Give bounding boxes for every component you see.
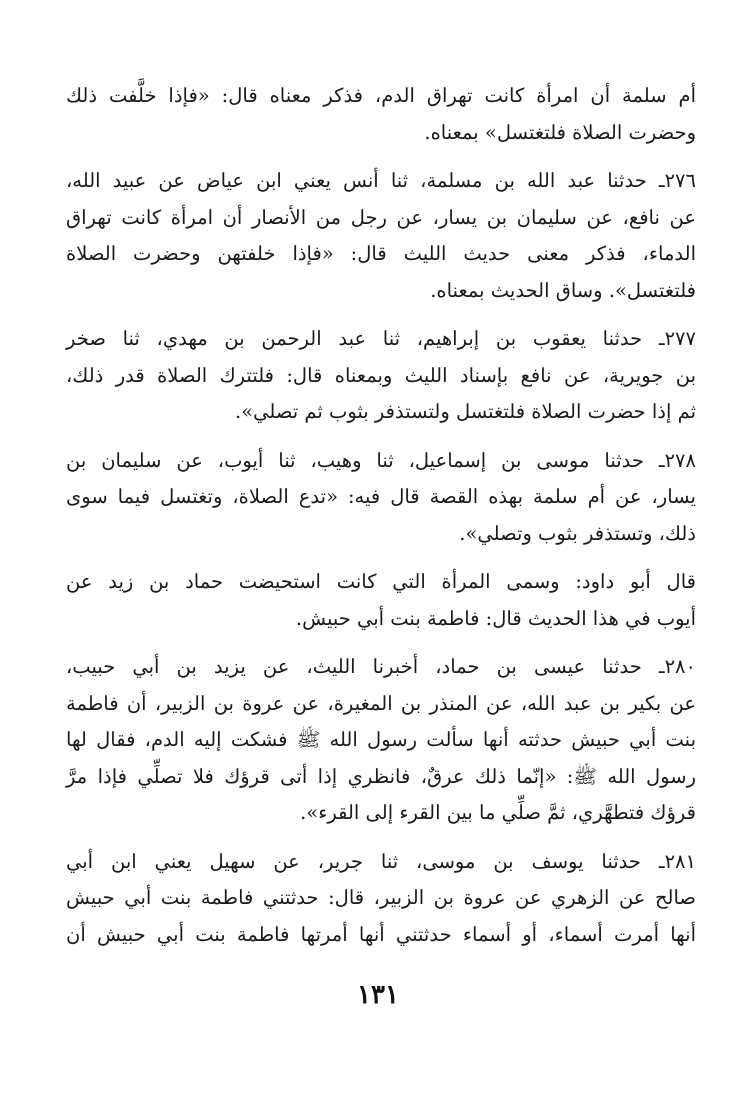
hadith-277 <box>66 321 696 431</box>
text-line: ٢٨١ـ حدثنا يوسف بن موسى، ثنا جرير، عن سهيل يعني ابن أبي <box>66 849 696 873</box>
text-line: قال أبو داود: وسمى المرأة التي كانت استحيضت حماد بن زيد عن <box>66 570 696 593</box>
text-line: ثم إذا حضرت الصلاة فلتغتسل ولتستذفر بثوب ثم تصلي». <box>235 400 696 423</box>
text-line: بن جويرية، عن نافع بإسناد الليث وبمعناه قال: فلتترك الصلاة قدر ذلك، <box>66 363 696 387</box>
text-line: قرؤك فتطهَّري، ثمَّ صلِّي ما بين القرء إلى القرء». <box>300 801 696 824</box>
text-line: رسول الله ﷺ: «إنّما ذلك عرقٌ، فانظري إذا أتى قرؤك فلا تصلِّي فإذا مرَّ <box>66 764 696 788</box>
text-line: ٢٧٧ـ حدثنا يعقوب بن إبراهيم، ثنا عبد الرحمن بن مهدي، ثنا صخر <box>66 327 696 350</box>
text-line: يسار، عن أم سلمة بهذه القصة قال فيه: «تدع الصلاة، وتغتسل فيما سوى <box>66 485 696 508</box>
text-line: أنها أمرت أسماء، أو أسماء حدثتني أنها أمرتها فاطمة بنت أبي حبيش أن <box>66 922 696 946</box>
page-number: ١٣١ <box>357 980 399 1010</box>
text-line: عن نافع، عن سليمان بن يسار، عن رجل من الأنصار أن امرأة كانت تهراق <box>66 205 696 229</box>
text-line: عن بكير بن عبد الله، عن المنذر بن المغيرة، عن عروة بن الزبير، أن فاطمة <box>66 691 696 715</box>
text-line: صالح عن الزهري عن عروة بن الزبير، قال: حدثتني فاطمة بنت أبي حبيش <box>66 886 696 909</box>
hadith-276 <box>66 163 696 309</box>
text-line: الدماء، فذكر معنى حديث الليث قال: «فإذا خلفتهن وحضرت الصلاة <box>66 242 696 265</box>
abu-dawud-note <box>66 564 696 637</box>
text-line: ٢٧٨ـ حدثنا موسى بن إسماعيل، ثنا وهيب، ثنا أيوب، عن سليمان بن <box>66 448 696 472</box>
text-line: بنت أبي حبيش حدثته أنها سألت رسول الله ﷺ فشكت إليه الدم، فقال لها <box>66 728 696 751</box>
text-line: ٢٨٠ـ حدثنا عيسى بن حماد، أخبرنا الليث، عن يزيد بن أبي حبيب، <box>66 655 696 678</box>
text-line: أيوب في هذا الحديث قال: فاطمة بنت أبي حبيش. <box>295 606 696 630</box>
hadith-278 <box>66 443 696 553</box>
text-line: فلتغتسل». وساق الحديث بمعناه. <box>430 278 696 302</box>
paragraph-continuation <box>66 78 696 151</box>
text-line: ذلك، وتستذفر بثوب وتصلي». <box>459 521 696 545</box>
text-line: أم سلمة أن امرأة كانت تهراق الدم، فذكر معناه قال: «فإذا خلَّفت ذلك <box>66 84 696 107</box>
hadith-280 <box>66 649 696 832</box>
hadith-281 <box>66 844 696 954</box>
text-line: ٢٧٦ـ حدثنا عبد الله بن مسلمة، ثنا أنس يعني ابن عياض عن عبيد الله، <box>66 169 696 192</box>
document-body <box>66 78 696 965</box>
text-line: وحضرت الصلاة فلتغتسل» بمعناه. <box>424 120 696 144</box>
